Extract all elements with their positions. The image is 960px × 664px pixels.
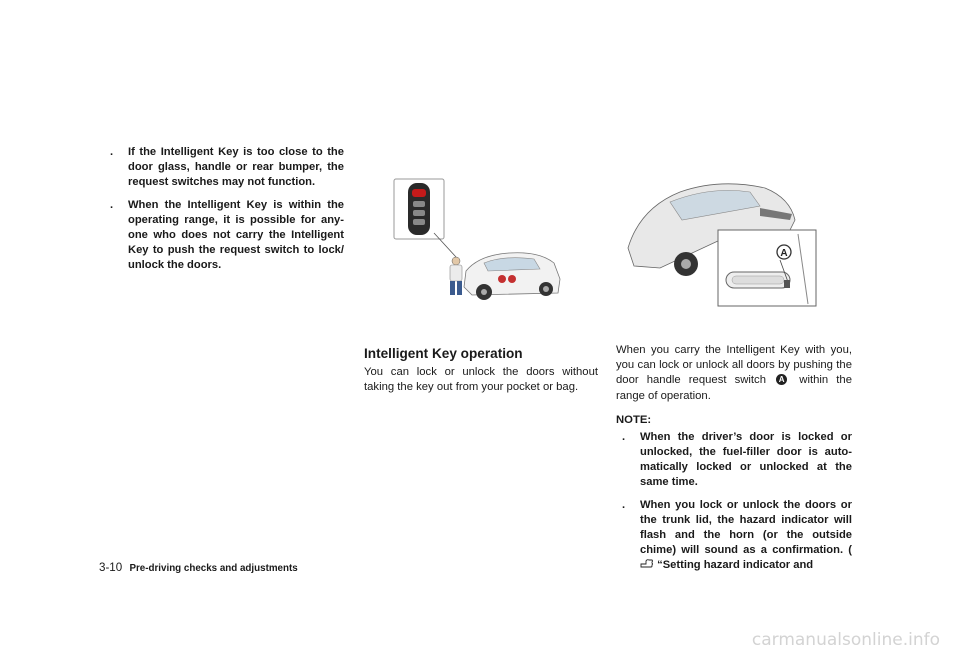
bullet-dot: .: [622, 498, 626, 511]
page-number: 3-10: [99, 561, 123, 574]
ref-open: (: [848, 544, 852, 557]
bullet-text: When the Intelligent Key is within the operating range, it is possible for any-one who does not carry the Intelligent Key to push the request switch to lock/ unlock the doors.: [128, 198, 344, 272]
key-figure: [384, 175, 584, 305]
middle-column: [364, 346, 598, 395]
bullet-dot: .: [622, 430, 626, 443]
paragraph-text: When you carry the Intelligent Key with you, you can lock or unlock all doors by pushing the door handle request switch: [616, 344, 852, 387]
callout-letter: A: [780, 248, 788, 259]
note-bullet: [616, 430, 852, 491]
watermark: carmanualsonline.info: [751, 630, 940, 650]
intelligent-key-fob-and-car-icon: [384, 175, 584, 305]
bullet-text: When the driver’s door is locked or unlocked, the fuel-filler door is auto-matically locked or unlocked at the same time.: [640, 430, 852, 489]
ref-text: “Setting hazard indicator and: [657, 559, 814, 572]
page-footer: [99, 561, 298, 574]
paragraph: You can lock or unlock the doors without taking the key out from your pocket or bag.: [364, 366, 598, 394]
note-bullet: [616, 498, 852, 574]
car-with-door-handle-inset-icon: [620, 168, 820, 308]
section-heading: Intelligent Key operation: [364, 346, 523, 361]
bullet-item: [104, 145, 344, 191]
door-handle-figure: [620, 168, 820, 308]
paragraph: [616, 343, 852, 404]
bullet-dot: .: [110, 146, 114, 158]
bullet-dot: .: [110, 198, 114, 211]
left-column: [104, 145, 344, 281]
reference-hand-icon: [640, 558, 654, 569]
section-title: Pre-driving checks and adjustments: [129, 563, 298, 574]
callout-badge: A: [776, 374, 787, 385]
note-label: NOTE:: [616, 413, 652, 426]
bullet-item: [104, 198, 344, 274]
bullet-text: When you lock or unlock the doors or the trunk lid, the hazard indicator will flash and the horn (or the outside chime) will sound as a confirmation.: [640, 498, 852, 557]
paragraph-text: within the range of operation.: [616, 374, 852, 402]
bullet-text: If the Intelligent Key is too close to the door glass, handle or rear bumper, the request switches may not function.: [128, 146, 344, 189]
right-column: [616, 343, 852, 581]
